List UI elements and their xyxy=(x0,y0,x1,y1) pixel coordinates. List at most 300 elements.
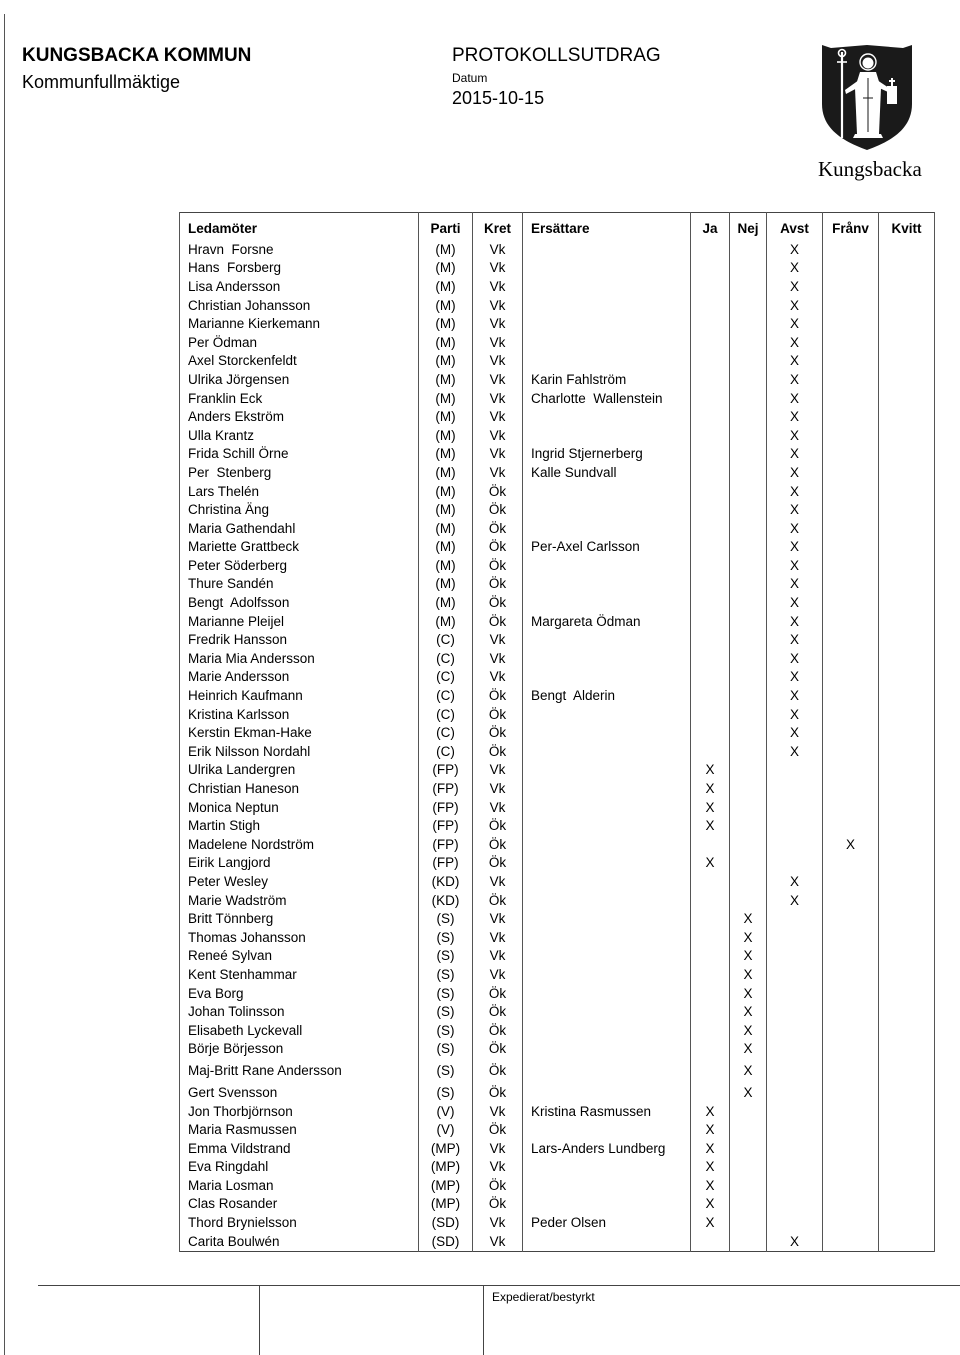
date-label: Datum xyxy=(452,71,488,85)
vote-yes xyxy=(691,928,730,947)
party: (C) xyxy=(419,631,473,650)
vote-absent xyxy=(823,296,879,315)
party: (S) xyxy=(419,910,473,929)
district: Vk xyxy=(473,650,523,669)
vote-kvitt xyxy=(879,1195,935,1214)
vote-absent xyxy=(823,1232,879,1251)
district: Ök xyxy=(473,1177,523,1196)
table-row xyxy=(180,631,935,650)
vote-yes xyxy=(691,389,730,408)
substitute-name xyxy=(523,817,691,836)
vote-kvitt xyxy=(879,1214,935,1233)
vote-table xyxy=(179,212,935,1252)
table-row xyxy=(180,743,935,762)
member-name: Martin Stigh xyxy=(180,817,419,836)
vote-kvitt xyxy=(879,594,935,613)
table-row xyxy=(180,408,935,427)
vote-yes: X xyxy=(691,1195,730,1214)
vote-absent xyxy=(823,724,879,743)
document-type: PROTOKOLLSUTDRAG xyxy=(452,45,661,66)
vote-abstain: X xyxy=(767,352,823,371)
party: (M) xyxy=(419,278,473,297)
vote-abstain: X xyxy=(767,315,823,334)
vote-kvitt xyxy=(879,984,935,1003)
vote-yes xyxy=(691,631,730,650)
member-name: Eva Ringdahl xyxy=(180,1158,419,1177)
vote-abstain xyxy=(767,1084,823,1103)
party: (M) xyxy=(419,557,473,576)
page-margin-rule xyxy=(4,14,5,1355)
vote-yes xyxy=(691,519,730,538)
vote-no xyxy=(730,761,767,780)
vote-absent xyxy=(823,464,879,483)
district: Ök xyxy=(473,1040,523,1059)
table-row xyxy=(180,761,935,780)
vote-no xyxy=(730,724,767,743)
vote-no xyxy=(730,687,767,706)
substitute-name xyxy=(523,1059,691,1084)
vote-yes xyxy=(691,910,730,929)
column-header-substitute: Ersättare xyxy=(523,213,691,241)
table-row xyxy=(180,1059,935,1084)
table-row xyxy=(180,259,935,278)
vote-absent xyxy=(823,1021,879,1040)
district: Ök xyxy=(473,984,523,1003)
vote-absent xyxy=(823,445,879,464)
vote-absent xyxy=(823,241,879,260)
substitute-name xyxy=(523,705,691,724)
vote-yes xyxy=(691,557,730,576)
substitute-name xyxy=(523,1040,691,1059)
organization-name: KUNGSBACKA KOMMUN xyxy=(22,45,252,66)
table-row xyxy=(180,1177,935,1196)
district: Ök xyxy=(473,1003,523,1022)
vote-absent xyxy=(823,1084,879,1103)
vote-abstain xyxy=(767,780,823,799)
member-name: Emma Vildstrand xyxy=(180,1139,419,1158)
substitute-name xyxy=(523,1232,691,1251)
vote-yes: X xyxy=(691,1158,730,1177)
district: Vk xyxy=(473,445,523,464)
vote-abstain xyxy=(767,966,823,985)
vote-abstain: X xyxy=(767,612,823,631)
vote-kvitt xyxy=(879,296,935,315)
vote-yes: X xyxy=(691,854,730,873)
vote-abstain xyxy=(767,836,823,855)
vote-abstain xyxy=(767,817,823,836)
table-row xyxy=(180,928,935,947)
table-row xyxy=(180,1158,935,1177)
vote-abstain xyxy=(767,1214,823,1233)
vote-no xyxy=(730,296,767,315)
vote-kvitt xyxy=(879,1084,935,1103)
member-name: Kristina Karlsson xyxy=(180,705,419,724)
party: (KD) xyxy=(419,873,473,892)
vote-abstain: X xyxy=(767,426,823,445)
member-name: Marianne Pleijel xyxy=(180,612,419,631)
vote-abstain xyxy=(767,1177,823,1196)
vote-kvitt xyxy=(879,501,935,520)
vote-kvitt xyxy=(879,333,935,352)
vote-no xyxy=(730,241,767,260)
vote-absent xyxy=(823,780,879,799)
table-row xyxy=(180,1139,935,1158)
table-row xyxy=(180,594,935,613)
vote-no xyxy=(730,743,767,762)
substitute-name xyxy=(523,1158,691,1177)
vote-abstain: X xyxy=(767,408,823,427)
district: Vk xyxy=(473,296,523,315)
vote-yes xyxy=(691,1084,730,1103)
table-row xyxy=(180,296,935,315)
party: (M) xyxy=(419,501,473,520)
document-date: 2015-10-15 xyxy=(452,88,545,108)
district: Vk xyxy=(473,873,523,892)
party: (S) xyxy=(419,1040,473,1059)
vote-no xyxy=(730,501,767,520)
member-name: Maj-Britt Rane Andersson xyxy=(180,1059,419,1084)
vote-yes xyxy=(691,724,730,743)
vote-no xyxy=(730,594,767,613)
substitute-name: Bengt Alderin xyxy=(523,687,691,706)
vote-yes xyxy=(691,278,730,297)
district: Ök xyxy=(473,817,523,836)
district: Vk xyxy=(473,426,523,445)
vote-no: X xyxy=(730,928,767,947)
vote-kvitt xyxy=(879,408,935,427)
member-name: Maria Rasmussen xyxy=(180,1121,419,1140)
table-row xyxy=(180,315,935,334)
vote-no xyxy=(730,1177,767,1196)
vote-abstain: X xyxy=(767,873,823,892)
vote-absent xyxy=(823,482,879,501)
vote-absent xyxy=(823,761,879,780)
vote-abstain xyxy=(767,910,823,929)
table-row xyxy=(180,1121,935,1140)
vote-abstain: X xyxy=(767,594,823,613)
vote-yes xyxy=(691,1003,730,1022)
substitute-name xyxy=(523,631,691,650)
district: Vk xyxy=(473,1139,523,1158)
member-name: Ulla Krantz xyxy=(180,426,419,445)
member-name: Eva Borg xyxy=(180,984,419,1003)
member-name: Kerstin Ekman-Hake xyxy=(180,724,419,743)
vote-no xyxy=(730,705,767,724)
vote-abstain xyxy=(767,1139,823,1158)
vote-absent xyxy=(823,854,879,873)
vote-abstain xyxy=(767,984,823,1003)
vote-absent: X xyxy=(823,836,879,855)
member-name: Marianne Kierkemann xyxy=(180,315,419,334)
party: (FP) xyxy=(419,854,473,873)
vote-absent xyxy=(823,947,879,966)
vote-no xyxy=(730,445,767,464)
vote-abstain xyxy=(767,1021,823,1040)
table-row xyxy=(180,557,935,576)
party: (S) xyxy=(419,928,473,947)
district: Ök xyxy=(473,538,523,557)
vote-yes xyxy=(691,333,730,352)
district: Vk xyxy=(473,315,523,334)
vote-abstain: X xyxy=(767,538,823,557)
substitute-name: Ingrid Stjernerberg xyxy=(523,445,691,464)
vote-no xyxy=(730,836,767,855)
party: (C) xyxy=(419,743,473,762)
member-name: Peter Wesley xyxy=(180,873,419,892)
vote-no xyxy=(730,650,767,669)
column-header-kvitt: Kvitt xyxy=(879,213,935,241)
substitute-name xyxy=(523,594,691,613)
vote-absent xyxy=(823,668,879,687)
table-row xyxy=(180,278,935,297)
vote-no xyxy=(730,1195,767,1214)
party: (M) xyxy=(419,519,473,538)
substitute-name xyxy=(523,259,691,278)
vote-no xyxy=(730,575,767,594)
vote-yes xyxy=(691,668,730,687)
vote-abstain: X xyxy=(767,464,823,483)
table-row xyxy=(180,482,935,501)
substitute-name xyxy=(523,928,691,947)
vote-yes xyxy=(691,743,730,762)
vote-yes xyxy=(691,1059,730,1084)
vote-abstain: X xyxy=(767,891,823,910)
vote-yes: X xyxy=(691,798,730,817)
member-name: Bengt Adolfsson xyxy=(180,594,419,613)
party: (S) xyxy=(419,966,473,985)
vote-kvitt xyxy=(879,743,935,762)
member-name: Jon Thorbjörnson xyxy=(180,1102,419,1121)
vote-no xyxy=(730,519,767,538)
vote-yes xyxy=(691,687,730,706)
vote-abstain: X xyxy=(767,259,823,278)
municipality-logo xyxy=(816,42,920,182)
vote-yes xyxy=(691,984,730,1003)
substitute-name xyxy=(523,984,691,1003)
member-name: Carita Boulwén xyxy=(180,1232,419,1251)
party: (M) xyxy=(419,333,473,352)
vote-abstain: X xyxy=(767,705,823,724)
table-row xyxy=(180,352,935,371)
vote-yes: X xyxy=(691,817,730,836)
member-name: Elisabeth Lyckevall xyxy=(180,1021,419,1040)
vote-abstain: X xyxy=(767,296,823,315)
substitute-name xyxy=(523,501,691,520)
member-name: Madelene Nordström xyxy=(180,836,419,855)
table-row xyxy=(180,798,935,817)
table-row xyxy=(180,891,935,910)
district: Vk xyxy=(473,408,523,427)
vote-abstain: X xyxy=(767,1232,823,1251)
vote-yes: X xyxy=(691,1102,730,1121)
vote-absent xyxy=(823,817,879,836)
vote-abstain xyxy=(767,761,823,780)
vote-abstain xyxy=(767,854,823,873)
vote-yes xyxy=(691,575,730,594)
member-name: Frida Schill Örne xyxy=(180,445,419,464)
vote-absent xyxy=(823,1195,879,1214)
vote-kvitt xyxy=(879,1139,935,1158)
vote-no xyxy=(730,798,767,817)
member-name: Reneé Sylvan xyxy=(180,947,419,966)
vote-absent xyxy=(823,352,879,371)
party: (FP) xyxy=(419,817,473,836)
vote-no xyxy=(730,371,767,390)
vote-kvitt xyxy=(879,371,935,390)
substitute-name: Kalle Sundvall xyxy=(523,464,691,483)
vote-kvitt xyxy=(879,650,935,669)
vote-yes xyxy=(691,445,730,464)
district: Vk xyxy=(473,259,523,278)
district: Vk xyxy=(473,910,523,929)
vote-absent xyxy=(823,650,879,669)
substitute-name xyxy=(523,278,691,297)
party: (FP) xyxy=(419,761,473,780)
vote-kvitt xyxy=(879,836,935,855)
vote-no xyxy=(730,891,767,910)
member-name: Christian Johansson xyxy=(180,296,419,315)
vote-kvitt xyxy=(879,798,935,817)
vote-yes xyxy=(691,482,730,501)
district: Vk xyxy=(473,1214,523,1233)
substitute-name xyxy=(523,241,691,260)
party: (FP) xyxy=(419,780,473,799)
vote-yes xyxy=(691,464,730,483)
vote-abstain xyxy=(767,1158,823,1177)
vote-kvitt xyxy=(879,241,935,260)
vote-absent xyxy=(823,891,879,910)
member-name: Maria Gathendahl xyxy=(180,519,419,538)
table-row xyxy=(180,780,935,799)
vote-yes xyxy=(691,705,730,724)
member-name: Ulrika Landergren xyxy=(180,761,419,780)
vote-kvitt xyxy=(879,1158,935,1177)
table-row xyxy=(180,687,935,706)
district: Ök xyxy=(473,724,523,743)
substitute-name xyxy=(523,836,691,855)
member-name: Maria Losman xyxy=(180,1177,419,1196)
vote-no: X xyxy=(730,1040,767,1059)
table-row xyxy=(180,575,935,594)
table-row xyxy=(180,1021,935,1040)
vote-absent xyxy=(823,1177,879,1196)
party: (MP) xyxy=(419,1195,473,1214)
member-name: Axel Storckenfeldt xyxy=(180,352,419,371)
party: (MP) xyxy=(419,1139,473,1158)
vote-absent xyxy=(823,371,879,390)
vote-yes: X xyxy=(691,1139,730,1158)
vote-no xyxy=(730,259,767,278)
vote-no xyxy=(730,482,767,501)
column-header-party: Parti xyxy=(419,213,473,241)
member-name: Erik Nilsson Nordahl xyxy=(180,743,419,762)
vote-absent xyxy=(823,408,879,427)
column-header-abstain: Avst xyxy=(767,213,823,241)
vote-abstain xyxy=(767,947,823,966)
vote-kvitt xyxy=(879,1177,935,1196)
vote-yes xyxy=(691,612,730,631)
district: Ök xyxy=(473,557,523,576)
party: (MP) xyxy=(419,1177,473,1196)
party: (C) xyxy=(419,687,473,706)
vote-absent xyxy=(823,1139,879,1158)
district: Ök xyxy=(473,519,523,538)
district: Ök xyxy=(473,594,523,613)
district: Ök xyxy=(473,482,523,501)
substitute-name xyxy=(523,315,691,334)
vote-kvitt xyxy=(879,482,935,501)
member-name: Christina Äng xyxy=(180,501,419,520)
vote-absent xyxy=(823,743,879,762)
table-row xyxy=(180,705,935,724)
coat-of-arms-icon xyxy=(819,42,915,152)
vote-abstain: X xyxy=(767,668,823,687)
vote-no xyxy=(730,1158,767,1177)
vote-abstain: X xyxy=(767,333,823,352)
district: Ök xyxy=(473,1121,523,1140)
district: Vk xyxy=(473,278,523,297)
district: Ök xyxy=(473,1021,523,1040)
table-row xyxy=(180,538,935,557)
vote-kvitt xyxy=(879,575,935,594)
district: Vk xyxy=(473,1102,523,1121)
table-row xyxy=(180,501,935,520)
vote-kvitt xyxy=(879,928,935,947)
district: Vk xyxy=(473,668,523,687)
vote-no: X xyxy=(730,1084,767,1103)
vote-absent xyxy=(823,1059,879,1084)
substitute-name xyxy=(523,780,691,799)
vote-kvitt xyxy=(879,817,935,836)
vote-kvitt xyxy=(879,1059,935,1084)
vote-absent xyxy=(823,333,879,352)
district: Ök xyxy=(473,1195,523,1214)
vote-abstain: X xyxy=(767,687,823,706)
vote-absent xyxy=(823,687,879,706)
vote-yes xyxy=(691,426,730,445)
vote-abstain xyxy=(767,928,823,947)
table-row xyxy=(180,241,935,260)
vote-yes xyxy=(691,408,730,427)
vote-no xyxy=(730,408,767,427)
vote-absent xyxy=(823,389,879,408)
table-row xyxy=(180,1003,935,1022)
vote-kvitt xyxy=(879,389,935,408)
vote-no xyxy=(730,1139,767,1158)
table-row xyxy=(180,1195,935,1214)
column-header-absent: Frånv xyxy=(823,213,879,241)
vote-kvitt xyxy=(879,780,935,799)
vote-yes: X xyxy=(691,1121,730,1140)
district: Vk xyxy=(473,1232,523,1251)
table-row xyxy=(180,817,935,836)
party: (M) xyxy=(419,594,473,613)
vote-no xyxy=(730,873,767,892)
party: (M) xyxy=(419,389,473,408)
logo-wordmark: Kungsbacka xyxy=(818,157,922,181)
substitute-name xyxy=(523,947,691,966)
table-row xyxy=(180,724,935,743)
vote-abstain: X xyxy=(767,575,823,594)
district: Vk xyxy=(473,947,523,966)
district: Ök xyxy=(473,501,523,520)
vote-no xyxy=(730,315,767,334)
member-name: Monica Neptun xyxy=(180,798,419,817)
district: Ök xyxy=(473,687,523,706)
vote-absent xyxy=(823,966,879,985)
district: Vk xyxy=(473,780,523,799)
district: Vk xyxy=(473,371,523,390)
